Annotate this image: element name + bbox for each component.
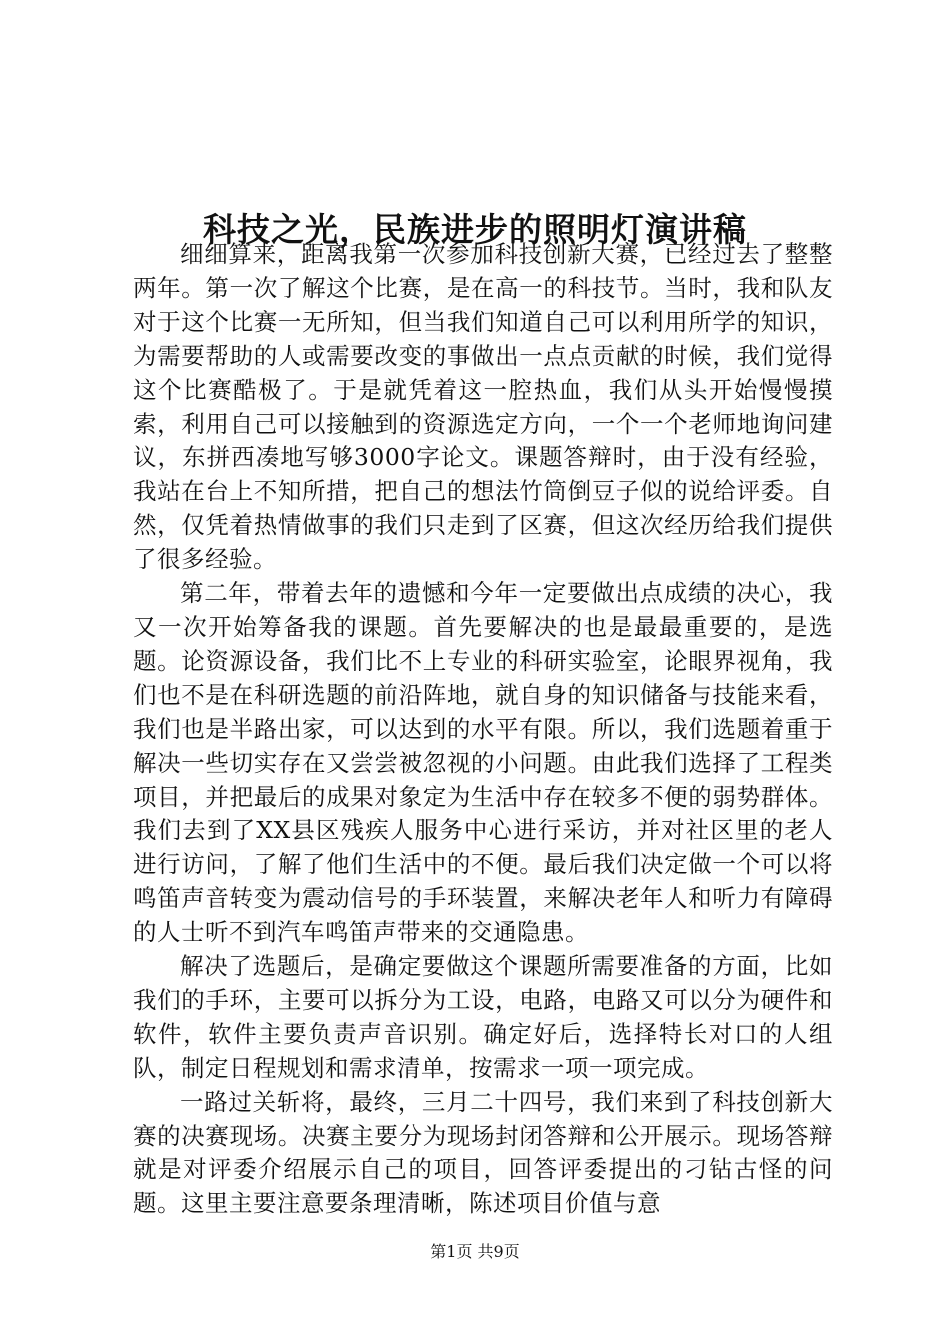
paragraph-3: 解决了选题后，是确定要做这个课题所需要准备的方面，比如我们的手环，主要可以拆分为工设，电路，电路又可以分为硬件和软件，软件主要负责声音识别。确定好后，选择特长对口的人组队，制定日程规划和需求清单，按需求一项一项完成。 <box>133 952 833 1082</box>
paragraph-2: 第二年，带着去年的遗憾和今年一定要做出点成绩的决心，我又一次开始筹备我的课题。首先要解决的也是最最重要的，是选题。论资源设备，我们比不上专业的科研实验室，论眼界视角，我们也不是在科研选题的前沿阵地，就自身的知识储备与技能来看，我们也是半路出家，可以达到的水平有限。所以，我们选题着重于解决一些切实存在又尝尝被忽视的小问题。由此我们选择了工程类项目，并把最后的成果对象定为生活中存在较多不便的弱势群体。我们去到了XX县区残疾人服务中心进行采访，并对社区里的老人进行访问，了解了他们生活中的不便。最后我们决定做一个可以将鸣笛声音转变为震动信号的手环装置，来解决老年人和听力有障碍的人士听不到汽车鸣笛声带来的交通隐患。 <box>133 579 833 947</box>
paragraph-1: 细细算来，距离我第一次参加科技创新大赛，已经过去了整整两年。第一次了解这个比赛，是在高一的科技节。当时，我和队友对于这个比赛一无所知，但当我们知道自己可以利用所学的知识，为需要帮助的人或需要改变的事做出一点点贡献的时候，我们觉得这个比赛酷极了。于是就凭着这一腔热血，我们从头开始慢慢摸索，利用自己可以接触到的资源选定方向，一个一个老师地询问建议，东拼西凑地写够3000字论文。课题答辩时，由于没有经验，我站在台上不知所措，把自己的想法竹筒倒豆子似的说给评委。自然，仅凭着热情做事的我们只走到了区赛，但这次经历给我们提供了很多经验。 <box>133 240 833 574</box>
page-footer: 第1页 共9页 <box>430 1242 520 1261</box>
document-body <box>133 238 833 1221</box>
document-title: 科技之光，民族进步的照明灯演讲稿 <box>203 210 747 250</box>
paragraph-4: 一路过关斩将，最终，三月二十四号，我们来到了科技创新大赛的决赛现场。决赛主要分为现场封闭答辩和公开展示。现场答辩就是对评委介绍展示自己的项目，回答评委提出的刁钻古怪的问题。这里主要注意要条理清晰，陈述项目价值与意 <box>133 1087 833 1218</box>
